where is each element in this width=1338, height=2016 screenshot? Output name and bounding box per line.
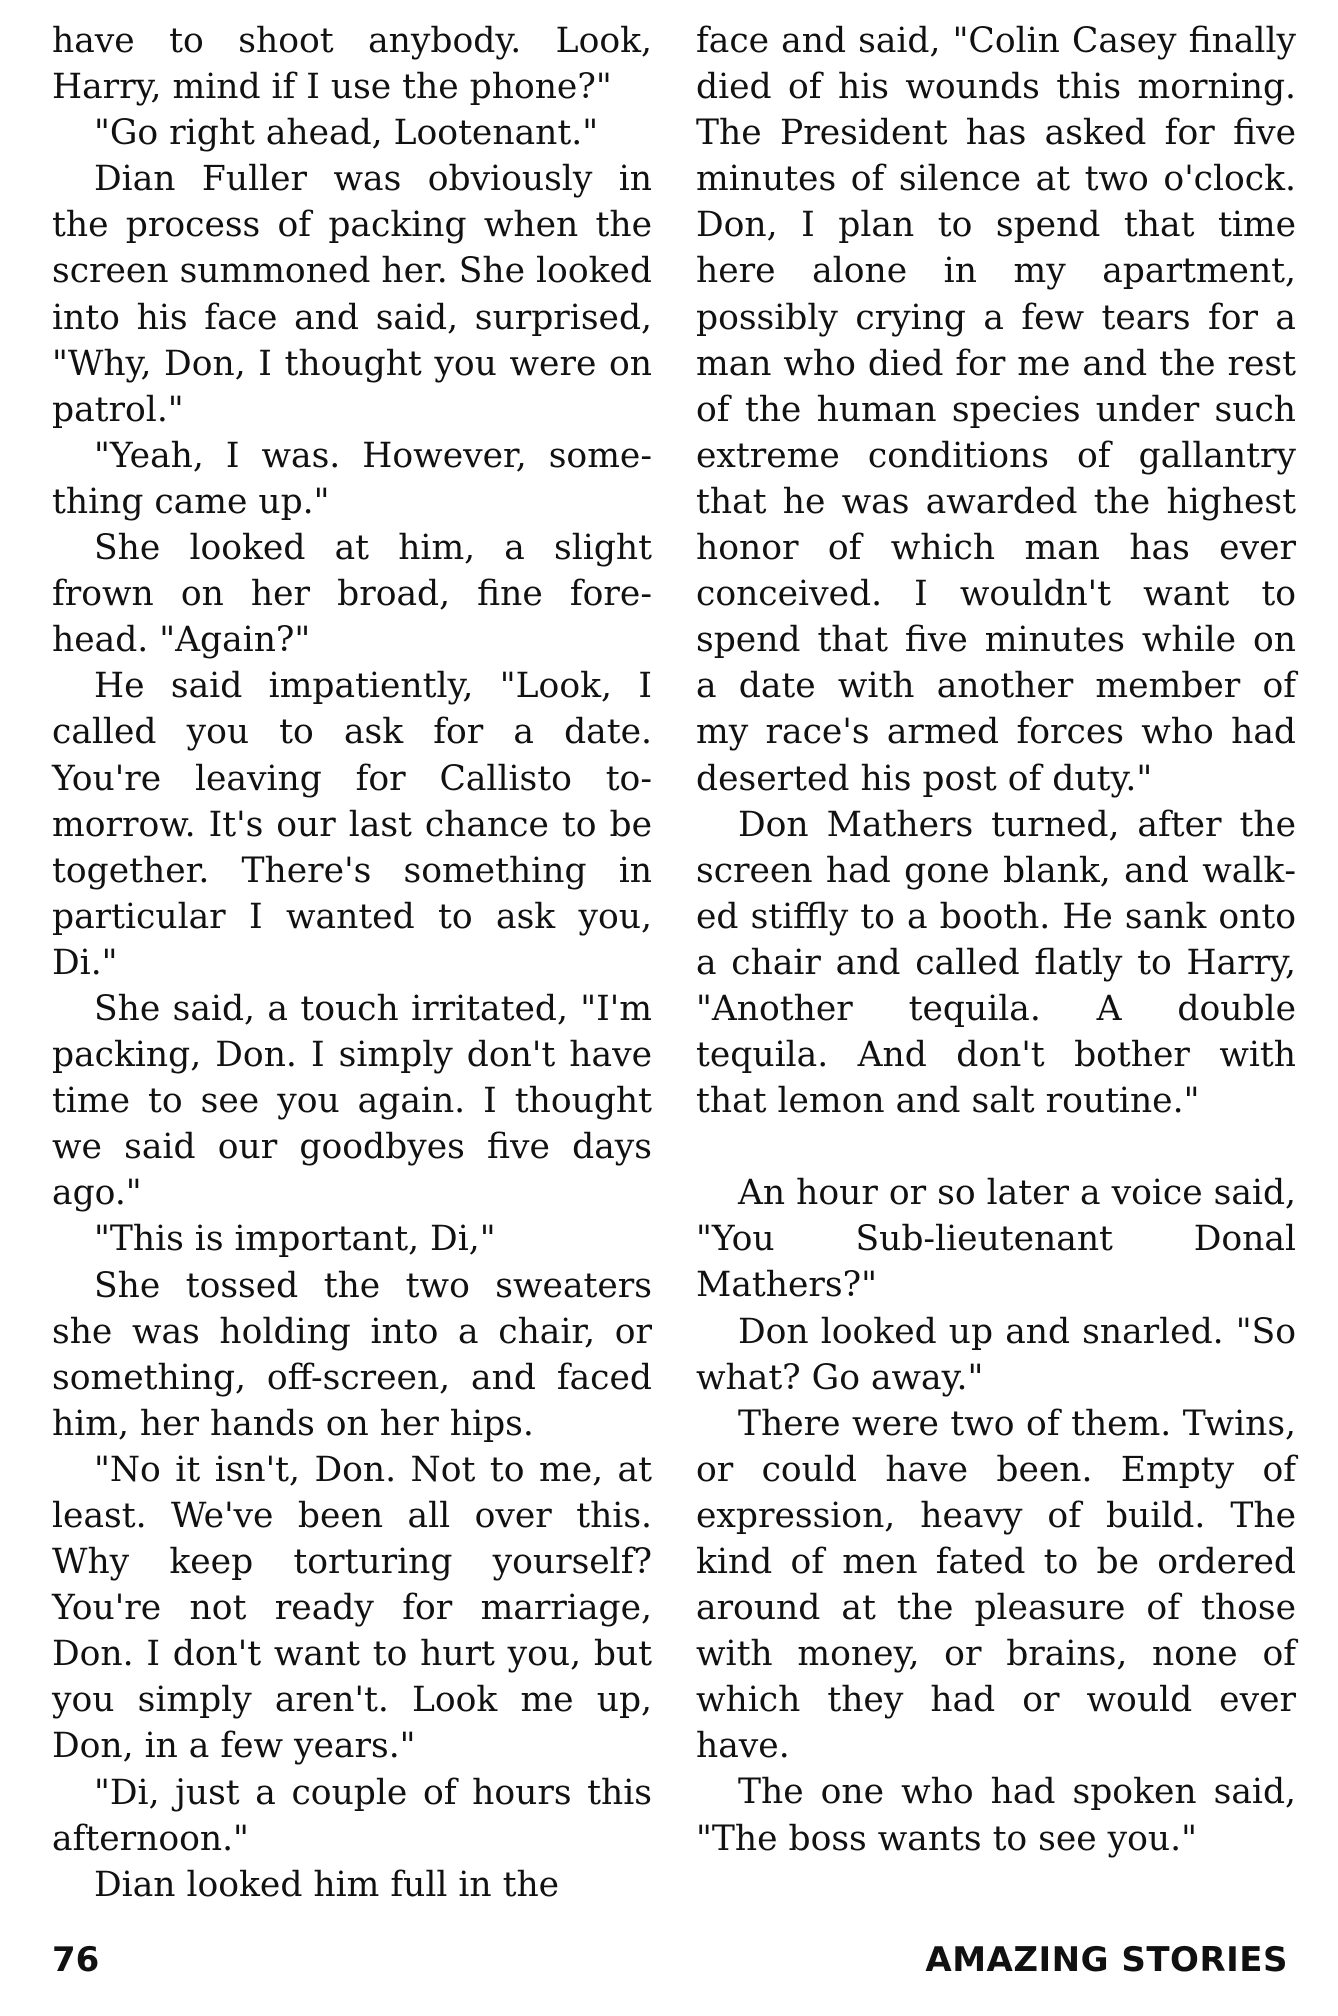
page-number: 76 (52, 1940, 100, 1980)
paragraph: "No it isn't, Don. Not to me, at least. We've been all over this. Why keep torturing yourself? You're not ready for marriage, Don. I don't want to hurt you, but you simply aren't. Look me up, Don, in a few years." (52, 1449, 652, 1767)
paragraph: Dian Fuller was obviously in the process of packing when the screen summoned her. She looked into his face and said, surprised, "Why, Don, I thought you were on patrol." (52, 159, 652, 430)
paragraph: Don Mathers turned, after the screen had gone blank, and walked stiffly to a booth. He sank onto a chair and called flatly to Harry, "Another tequila. A double tequila. And don't bother with that lemon and salt routine." (696, 804, 1296, 1122)
paragraph: There were two of them. Twins, or could have been. Empty of expression, heavy of build. The kind of men fated to be ordered around at the pleasure of those with money, or brains, none of which they had or would ever have. (696, 1403, 1296, 1767)
paragraph: Don looked up and snarled. "So what? Go away." (696, 1311, 1296, 1398)
paragraph: "This is important, Di," (94, 1219, 496, 1260)
paragraph: She said, a touch irritated, "I'm packing, Don. I simply don't have time to see you again. I thought we said our goodbyes five days ago." (52, 988, 652, 1214)
paragraph: Dian looked him full in the (94, 1864, 560, 1905)
paragraph: He said impatiently, "Look, I called you to ask for a date. You're leaving for Callisto tomorrow. It's our last chance to be together. There's something in particular I wanted to ask you, Di." (52, 666, 652, 983)
paragraph: have to shoot anybody. Look, Harry, mind if I use the phone?" (52, 21, 652, 108)
paragraph: "Go right ahead, Lootenant." (94, 113, 599, 154)
magazine-title: AMAZING STORIES (925, 1940, 1288, 1980)
paragraph: The one who had spoken said, "The boss wants to see you." (696, 1772, 1296, 1859)
right-column (696, 18, 1296, 1862)
paragraph: An hour or so later a voice said, "You Sub-lieutenant Donal Mathers?" (696, 1173, 1296, 1306)
paragraph: face and said, "Colin Casey finally died of his wounds this morning. The President has asked for five minutes of silence at two o'clock. Don, I plan to spend that time here alone in my apartment, possibly crying a few tears for a man who died for me and the rest of the human species under such extreme conditions of gallantry that he was awarded the highest honor of which man has ever conceived. I wouldn't want to spend that five minutes while on a date with another member of my race's armed forces who had deserted his post of duty." (696, 21, 1296, 799)
paragraph: She tossed the two sweaters she was holding into a chair, or something, off-screen, and faced him, her hands on her hips. (52, 1265, 652, 1444)
paragraph: She looked at him, a slight frown on her broad, fine forehead. "Again?" (52, 528, 652, 661)
paragraph: "Yeah, I was. However, something came up." (52, 435, 652, 522)
left-column (52, 18, 652, 1908)
paragraph: "Di, just a couple of hours this afternoon." (52, 1772, 652, 1859)
